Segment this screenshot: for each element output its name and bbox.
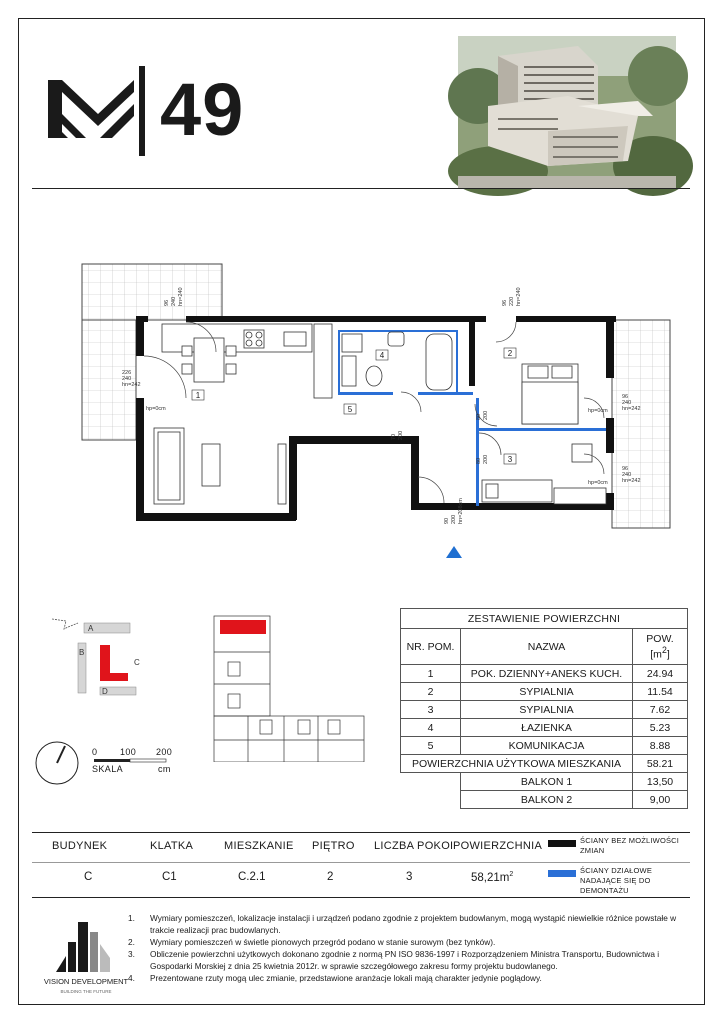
legend-text-partition: ŚCIANY DZIAŁOWE NADAJĄCE SIĘ DO DEMONTAŻU [580, 866, 653, 895]
legend-swatch-structural [548, 840, 576, 847]
table-row: 3 SYPIALNIA 7.62 [401, 701, 688, 719]
summary-area: $58,21m^2$ [471, 871, 514, 884]
summary-top-rule [32, 832, 690, 833]
svg-text:hn=242: hn=242 [122, 382, 141, 388]
scale-tick-100: 100 [120, 747, 137, 757]
header-divider [139, 66, 145, 156]
svg-text:200: 200 [483, 454, 489, 464]
svg-text:200: 200 [398, 430, 404, 440]
svg-text:hn=242: hn=242 [622, 406, 641, 412]
svg-text:5: 5 [347, 405, 353, 414]
site-minimap [48, 615, 148, 707]
footnote-2: 2. Wymiary pomieszczeń w świetle pionowych przegród podano w stanie surowym (bez tynków). [128, 937, 496, 947]
svg-text:C: C [134, 658, 140, 667]
col-name-header: NAZWA [461, 629, 633, 665]
table-row: 5 KOMUNIKACJA 8.88 [401, 737, 688, 755]
svg-text:96: 96 [622, 466, 629, 472]
balcony-2 [612, 320, 670, 528]
footnote-1: 1. Wymiary pomieszczeń, lokalizacje instalacji i urządzeń podano zgodnie z projektem budowlanym, mogą wystąpić niewielkie różnice powstałe w trakcie realizacji prac budowlanych. [128, 913, 677, 935]
svg-text:80: 80 [476, 457, 482, 464]
scale-unit: cm [158, 764, 171, 774]
svg-text:2: 2 [507, 349, 513, 358]
summary-building: C [84, 871, 93, 883]
svg-text:200: 200 [483, 410, 489, 420]
area-table-caption: ZESTAWIENIE POWIERZCHNI [401, 609, 688, 629]
summary-floor: 2 [327, 871, 334, 883]
svg-text:240: 240 [622, 400, 632, 406]
legend-text-structural: ŚCIANY BEZ MOŻLIWOŚCI ZMIAN [580, 836, 680, 855]
svg-text:96: 96 [622, 394, 629, 400]
building-rendering [458, 36, 676, 188]
svg-text:hp=0cm: hp=0cm [588, 480, 608, 486]
table-row: 1 POK. DZIENNY+ANEKS KUCH. 24.94 [401, 665, 688, 683]
header-rule [32, 188, 690, 189]
svg-text:240: 240 [622, 472, 632, 478]
summary-header-stairwell: KLATKA [150, 840, 194, 852]
svg-text:96: 96 [502, 299, 508, 306]
summary-bottom-rule [32, 897, 690, 898]
summary-header-building: BUDYNEK [52, 840, 108, 852]
col-area-header: POW. $[m^2]$ [633, 629, 688, 665]
svg-text:VISION DEVELOPMENT: VISION DEVELOPMENT [43, 977, 129, 986]
svg-text:240: 240 [171, 296, 177, 306]
total-row: POWIERZCHNIA UŻYTKOWA MIESZKANIA 58.21 [401, 755, 688, 773]
balcony-row: BALKON 1 13,50 [401, 773, 688, 791]
footnote-3: 3. Obliczenie powierzchni użytkowych dokonano zgodnie z normą PN ISO 9836-1997 i Rozporządzeniem Ministra Transportu, Budownictwa i Gospodarki Morskiej z dnia 25 kwietnia 2012r. w sprawie szczegółowego zakresu formy projektu budowlanego. [128, 949, 660, 971]
summary-header-apartment: MIESZKANIE [224, 840, 294, 852]
svg-text:hn=242: hn=242 [622, 478, 641, 484]
summary-header-floor: PIĘTRO [312, 840, 355, 852]
summary-header-area: POWIERZCHNIA [453, 840, 543, 852]
compass [32, 738, 82, 788]
developer-logo [48, 80, 148, 138]
building-keyplan [208, 612, 368, 776]
svg-text:80: 80 [476, 413, 482, 420]
svg-text:B: B [79, 648, 85, 657]
svg-text:A: A [88, 624, 94, 633]
scale-tick-200: 200 [156, 747, 173, 757]
footnote-4: 4. Prezentowane rzuty mogą ulec zmianie, przedstawione aranżacje lokali mają charakter jedynie poglądowy. [128, 973, 542, 983]
svg-text:BUILDING THE FUTURE: BUILDING THE FUTURE [60, 989, 112, 994]
svg-text:hn=240: hn=240 [516, 287, 522, 306]
apartment-number: 49 [160, 68, 245, 151]
table-row: 4 ŁAZIENKA 5.23 [401, 719, 688, 737]
area-table [400, 608, 688, 809]
vision-development-logo [43, 914, 129, 1000]
summary-stairwell: C1 [162, 871, 177, 883]
svg-text:D: D [102, 687, 108, 696]
svg-text:220: 220 [509, 296, 515, 306]
svg-text:200: 200 [451, 514, 457, 524]
svg-text:90: 90 [444, 517, 450, 524]
summary-header-rooms: LICZBA POKOI [374, 840, 454, 852]
summary-rooms: 3 [406, 871, 413, 883]
svg-text:hp=0cm: hp=0cm [146, 406, 166, 412]
col-nr-header: NR. POM. [401, 629, 461, 665]
legend-swatch-partition [548, 870, 576, 877]
svg-text:3: 3 [507, 455, 513, 464]
summary-mid-rule [32, 862, 690, 863]
svg-text:70: 70 [391, 433, 397, 440]
table-row: 2 SYPIALNIA 11.54 [401, 683, 688, 701]
scale-label: SKALA [92, 764, 124, 774]
entrance-marker [446, 546, 462, 558]
summary-apartment: C.2.1 [238, 871, 266, 883]
svg-text:hp=0cm: hp=0cm [588, 408, 608, 414]
balcony-row: BALKON 2 9,00 [401, 791, 688, 809]
footnotes [128, 912, 680, 984]
svg-text:226: 226 [122, 370, 132, 376]
svg-text:hn=208cm: hn=208cm [458, 498, 464, 524]
svg-text:96: 96 [164, 299, 170, 306]
svg-text:240: 240 [122, 376, 132, 382]
scale-tick-0: 0 [92, 747, 98, 757]
svg-text:4: 4 [379, 351, 385, 360]
svg-text:1: 1 [195, 391, 201, 400]
svg-text:hn=240: hn=240 [178, 287, 184, 306]
floor-plan [76, 258, 676, 558]
